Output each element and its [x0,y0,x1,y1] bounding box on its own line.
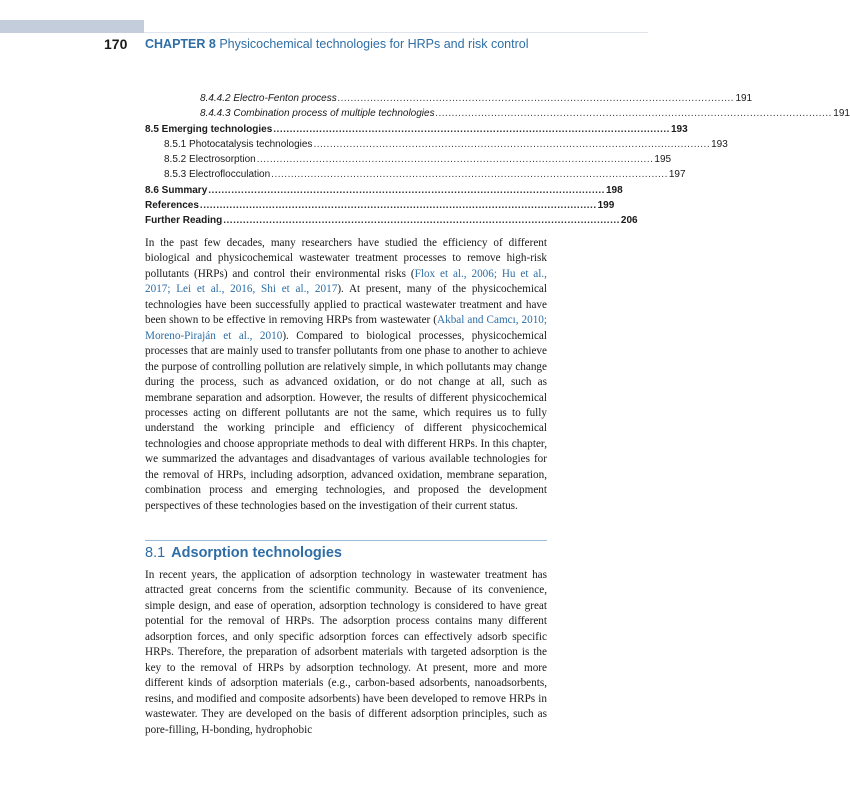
header-color-bar [0,20,144,33]
toc-entry-title: 8.5.2 Electrosorption [164,154,256,166]
toc-entry-page: 191 [735,93,753,104]
intro-text: ). At present, many of the physicochemical technologies have been successfully applied to practical wastewater treatment and have been shown to be effective in removing HRPs from wastewater ( [145,283,547,327]
chapter-title: Physicochemical technologies for HRPs and risk control [219,37,529,51]
toc-entry-8-5[interactable]: 8.5 Emerging technologies ......................................................................................................................... 193 [145,123,688,135]
toc-entry-page: 191 [833,108,850,120]
intro-text: In the past few decades, many researchers have studied the efficiency of different biological and physicochemical wastewater treatment processes to remove high-risk pollutants (HRPs) and control their environmental risks ( [145,237,547,280]
toc-entry-title: 8.5.3 Electroflocculation [164,169,271,181]
table-of-contents [145,93,850,231]
toc-entry-page: 198 [605,184,623,196]
citation-link[interactable]: Flox et al., 2006; Hu et al., 2017; Lei et al., 2016, Shi et al., 2017 [145,267,547,296]
toc-entry-page: 199 [597,200,615,212]
toc-entry-title: 8.5.1 Photocatalysis technologies [164,138,313,150]
toc-entry-title: Further Reading [145,215,223,227]
citation-link[interactable]: Akbal and Camcı, 2010; Moreno-Piraján et al., 2010 [145,314,547,342]
header-rule [144,32,648,33]
section-rule [145,540,547,541]
toc-entry-title: 8.4.4.2 Electro-Fenton process [200,93,337,104]
chapter-label: CHAPTER 8 [145,37,216,51]
toc-entry-page: 197 [668,169,686,181]
toc-entry-8-6[interactable]: 8.6 Summary ......................................................................................................................... 198 [145,184,623,196]
toc-entry-8-5-3[interactable]: 8.5.3 Electroflocculation ......................................................................................................................... 197 [164,169,686,181]
toc-entry-8-4-4-2[interactable]: 8.4.4.2 Electro-Fenton process ......................................................................................................................... 191 [200,93,753,104]
intro-text: ). Compared to biological processes, physicochemical processes that are mainly used to transfer pollutants from one phase to another to achieve the purpose of controlling pollution are relatively simple, in which pollutants may change during the process, such as advanced oxidation, or do not change at all, such as membrane separation and adsorption. However, the results of different physicochemical processes acting on different pollutants are not the same, which requires us to fully understand the working principle and efficiency of different physicochemical technologies and choose appropriate methods to deal with different HRPs. In this chapter, we summarized the advantages and disadvantages of various available technologies for the removal of HRPs, including adsorption, advanced oxidation, membrane separation, combination process and emerging technologies, and proposed the development perspectives of these technologies based on the investigation of their current status. [145,329,547,512]
toc-entry-8-5-1[interactable]: 8.5.1 Photocatalysis technologies ......................................................................................................................... 193 [164,138,728,150]
toc-entry-8-4-4-3[interactable]: 8.4.4.3 Combination process of multiple technologies ......................................................................................................................... 191 [200,108,850,120]
toc-entry-page: 206 [620,215,638,227]
section-heading [145,545,342,561]
section-paragraph: In recent years, the application of adsorption technology in wastewater treatment has attracted great concerns from the scientific community. Because of its convenience, simple design, and ease of operation, adsorption technology is considered to have great potential for the removal of HRPs. The adsorption process contains many different adsorption forces, and only specific adsorption forces can effectively adsorb specific HRPs. Therefore, the preparation of adsorbent materials with targeted adsorption is the key to the removal of HRPs by adsorption technology. At present, more and more different kinds of adsorption materials (e.g., carbon-based adsorbents, nanoadsorbents, resins, and modified and composite adsorbents) have been developed to remove HRPs in wastewater. They are developed on the basis of different adsorption principles, such as pore-filling, H-bonding, hydrophobic [145,569,547,736]
toc-entry-page: 193 [670,123,688,135]
section-title: Adsorption technologies [171,545,342,561]
toc-entry-title: References [145,200,199,212]
toc-entry-page: 195 [654,154,672,166]
toc-entry-8-5-2[interactable]: 8.5.2 Electrosorption ......................................................................................................................... 195 [164,154,672,166]
toc-entry-title: 8.4.4.3 Combination process of multiple technologies [200,108,435,120]
toc-entry-further-reading[interactable]: Further Reading ......................................................................................................................... 206 [145,215,638,227]
toc-entry-title: 8.6 Summary [145,184,208,196]
running-head [145,37,529,51]
section-number: 8.1 [145,545,166,561]
intro-paragraph [145,236,547,514]
toc-entry-references[interactable]: References ......................................................................................................................... 199 [145,200,615,212]
page-number: 170 [104,36,128,52]
toc-entry-page: 193 [711,138,728,150]
toc-entry-title: 8.5 Emerging technologies [145,123,273,135]
